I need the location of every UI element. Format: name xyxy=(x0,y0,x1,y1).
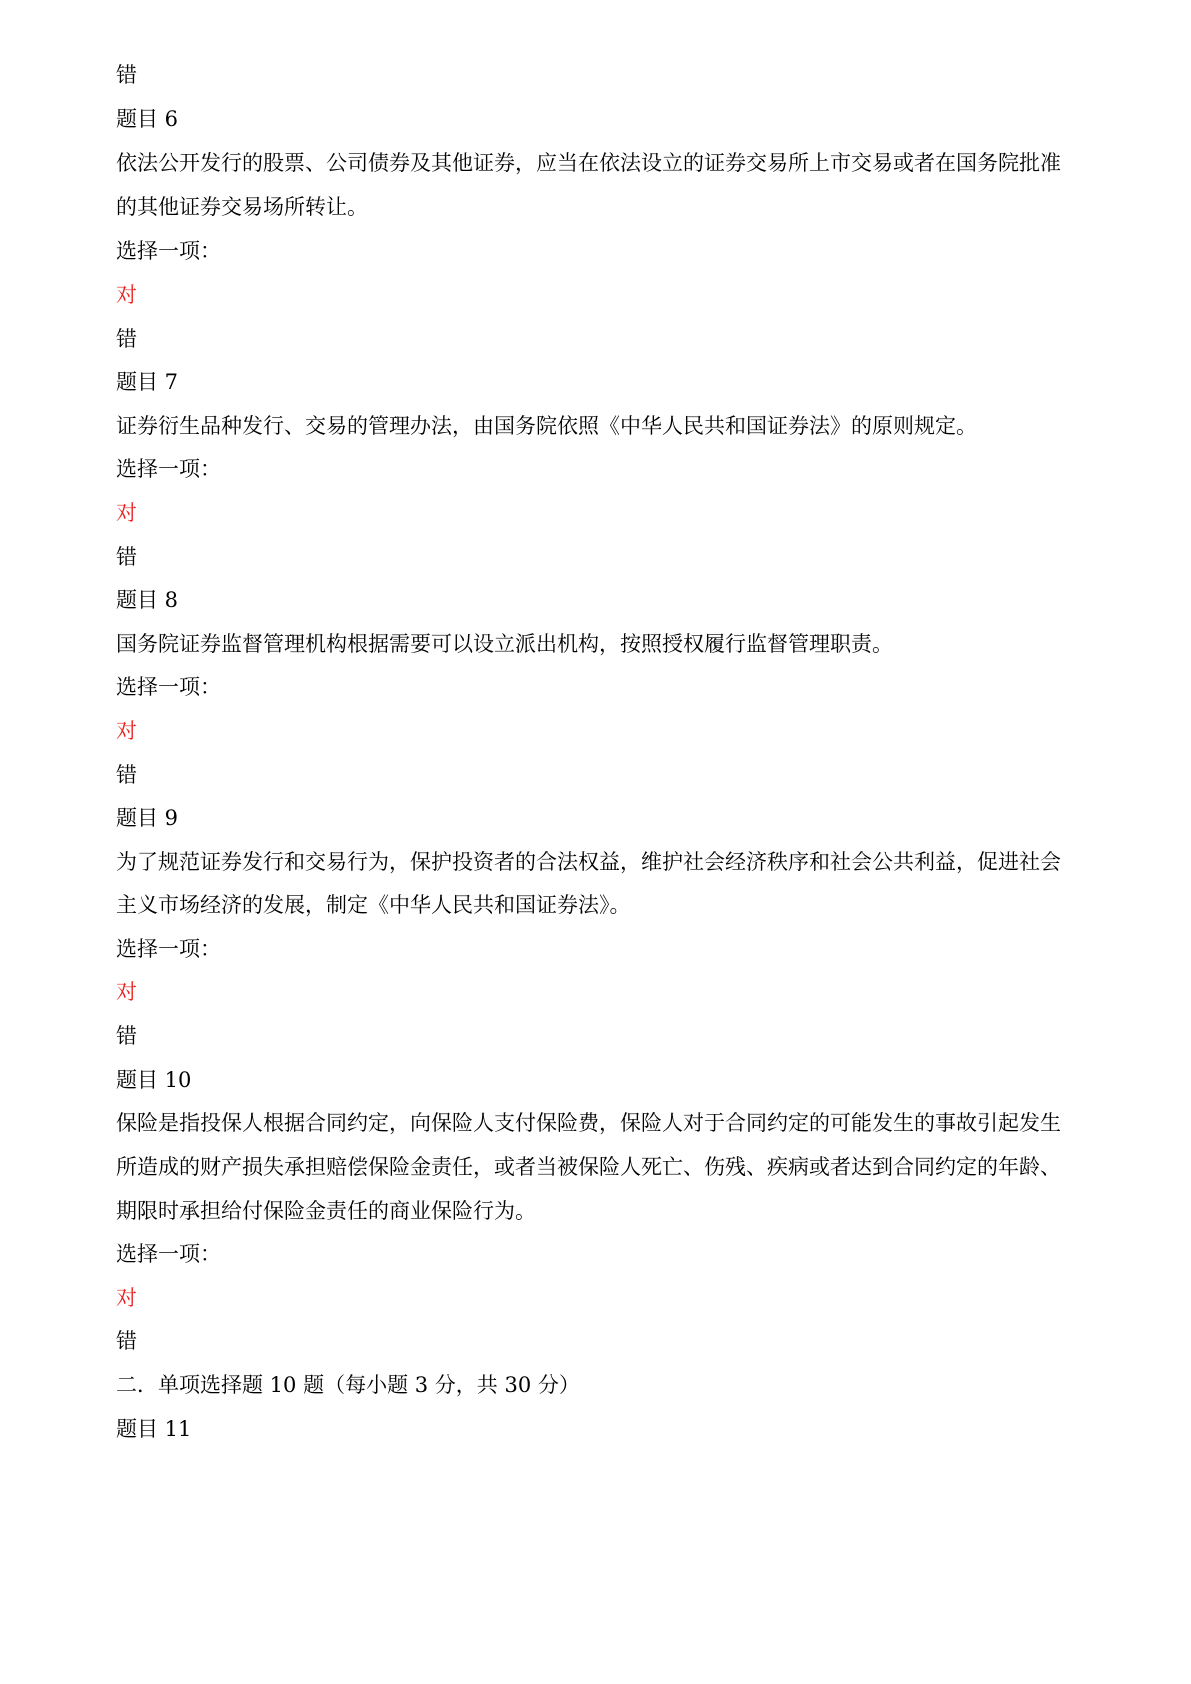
question-10-title: 题目 10 xyxy=(116,1068,192,1092)
question-9-stem-line-1: 为了规范证券发行和交易行为，保护投资者的合法权益，维护社会经济秩序和社会公共利益，促进社会 xyxy=(116,850,1061,874)
question-9-stem-line-2: 主义市场经济的发展，制定《中华人民共和国证券法》。 xyxy=(116,893,631,917)
question-8-prompt: 选择一项： xyxy=(116,675,221,699)
question-6-option-false[interactable]: 错 xyxy=(116,327,137,351)
question-9-option-false[interactable]: 错 xyxy=(116,1024,137,1048)
question-7-option-true[interactable]: 对 xyxy=(116,501,137,525)
question-7-stem-line-1: 证券衍生品种发行、交易的管理办法，由国务院依照《中华人民共和国证券法》的原则规定。 xyxy=(116,414,977,438)
question-7-option-false[interactable]: 错 xyxy=(116,545,137,569)
question-7-prompt: 选择一项： xyxy=(116,457,221,481)
question-6-prompt: 选择一项： xyxy=(116,239,221,263)
question-10-stem-line-3: 期限时承担给付保险金责任的商业保险行为。 xyxy=(116,1199,536,1223)
question-9-title: 题目 9 xyxy=(116,806,179,830)
question-10-option-true[interactable]: 对 xyxy=(116,1286,137,1310)
question-11-title: 题目 11 xyxy=(116,1417,192,1441)
question-9-prompt: 选择一项： xyxy=(116,937,221,961)
prev-option-false[interactable]: 错 xyxy=(116,63,137,87)
question-6-option-true[interactable]: 对 xyxy=(116,283,137,307)
question-7-title: 题目 7 xyxy=(116,370,179,394)
section-2-heading: 二．单项选择题 10 题（每小题 3 分，共 30 分） xyxy=(116,1373,580,1397)
question-10-stem-line-2: 所造成的财产损失承担赔偿保险金责任，或者当被保险人死亡、伤残、疾病或者达到合同约定的年龄、 xyxy=(116,1155,1061,1179)
question-6-title: 题目 6 xyxy=(116,107,179,131)
question-9-option-true[interactable]: 对 xyxy=(116,980,137,1004)
question-6-stem-line-1: 依法公开发行的股票、公司债券及其他证券，应当在依法设立的证券交易所上市交易或者在国务院批准 xyxy=(116,151,1061,175)
question-6-stem-line-2: 的其他证券交易场所转让。 xyxy=(116,195,368,219)
question-10-prompt: 选择一项： xyxy=(116,1242,221,1266)
question-10-option-false[interactable]: 错 xyxy=(116,1329,137,1353)
question-8-option-false[interactable]: 错 xyxy=(116,763,137,787)
question-8-option-true[interactable]: 对 xyxy=(116,719,137,743)
question-8-title: 题目 8 xyxy=(116,588,179,612)
question-8-stem-line-1: 国务院证券监督管理机构根据需要可以设立派出机构，按照授权履行监督管理职责。 xyxy=(116,632,893,656)
question-10-stem-line-1: 保险是指投保人根据合同约定，向保险人支付保险费，保险人对于合同约定的可能发生的事故引起发生 xyxy=(116,1111,1061,1135)
